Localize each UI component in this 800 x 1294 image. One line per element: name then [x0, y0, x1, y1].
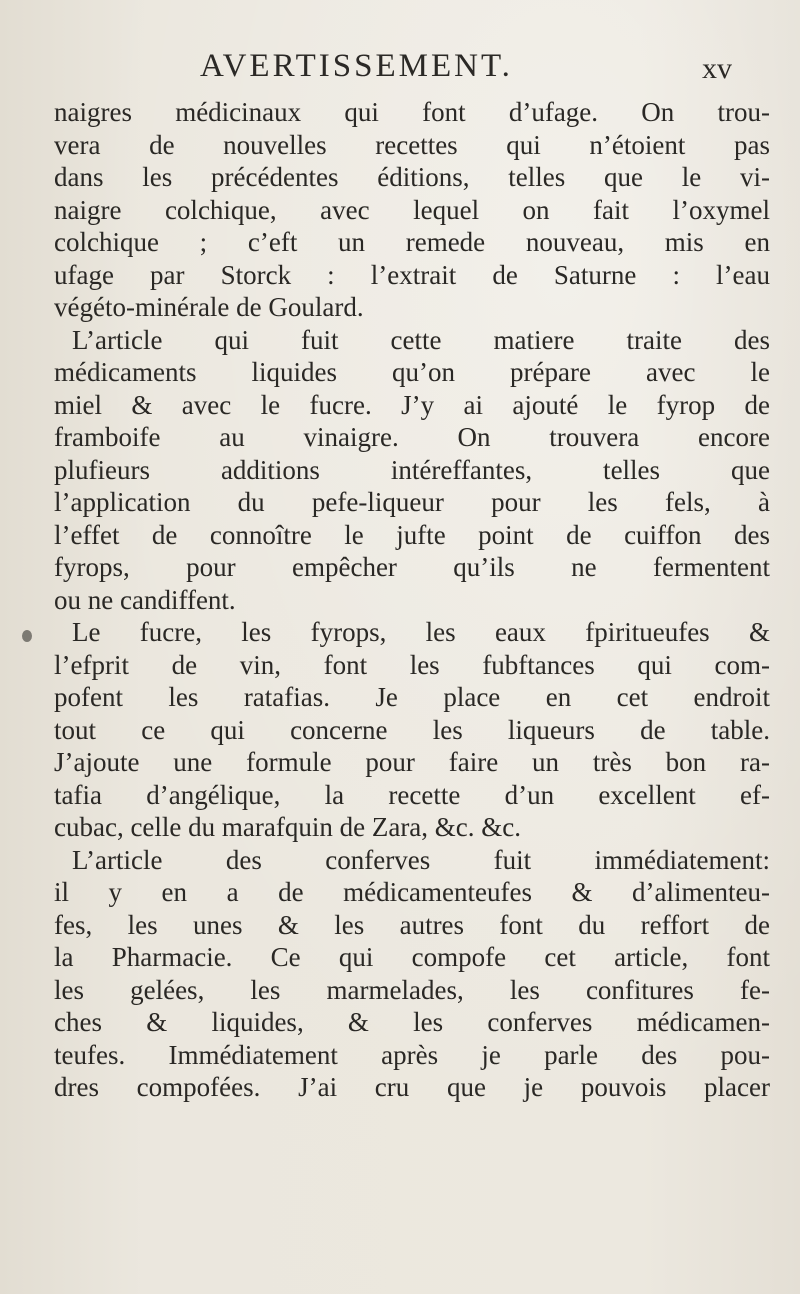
text-line: colchique ; c’eft un remede nouveau, mis en — [54, 227, 770, 257]
text-line: ou ne candiffent. — [54, 584, 236, 615]
text-line: naigre colchique, avec lequel on fait l’oxymel — [54, 194, 770, 225]
text-line: L’article des conferves fuit immédiatement: — [72, 844, 770, 875]
text-line: teufes. Immédiatement après je parle des pou- — [54, 1039, 770, 1070]
text-line: l’efprit de vin, font les fubftances qui com- — [54, 649, 770, 680]
text-line: végéto-minérale de Goulard. — [54, 292, 364, 322]
text-line: médicaments liquides qu’on prépare avec le — [54, 357, 770, 387]
text-line: dans les précédentes éditions, telles que le vi- — [54, 162, 770, 192]
text-line: fes, les unes & les autres font du reffort de — [54, 909, 770, 940]
text-line: dres compofées. J’ai cru que je pouvois placer — [54, 1072, 770, 1102]
text-line: J’ajoute une formule pour faire un très bon ra- — [54, 747, 770, 777]
text-line: plufieurs additions intéreffantes, telles que — [54, 454, 770, 485]
text-line: naigres médicinaux qui font d’ufage. On trou- — [54, 97, 770, 127]
text-line: vera de nouvelles recettes qui n’étoient pas — [54, 129, 770, 160]
text-line: l’application du pefe-liqueur pour les fels, à — [54, 487, 770, 517]
page-header — [200, 48, 732, 88]
ink-spot — [22, 630, 32, 642]
text-line: tafia d’angélique, la recette d’un excellent ef- — [54, 779, 770, 810]
text-line: framboife au vinaigre. On trouvera encore — [54, 422, 770, 452]
text-line: ufage par Storck : l’extrait de Saturne : l’eau — [54, 259, 770, 290]
text-line: il y en a de médicamenteufes & d’alimenteu- — [54, 877, 770, 907]
body-text — [54, 96, 770, 1104]
text-line: tout ce qui concerne les liqueurs de table. — [54, 714, 770, 745]
page-number: xv — [702, 52, 732, 85]
text-line: Le fucre, les fyrops, les eaux fpiritueufes & — [72, 617, 770, 647]
text-line: fyrops, pour empêcher qu’ils ne fermentent — [54, 552, 770, 582]
text-line: les gelées, les marmelades, les confitures fe- — [54, 974, 770, 1005]
text-line: miel & avec le fucre. J’y ai ajouté le fyrop de — [54, 389, 770, 420]
text-line: L’article qui fuit cette matiere traite des — [72, 324, 770, 355]
text-line: la Pharmacie. Ce qui compofe cet article, font — [54, 942, 770, 972]
text-line: pofent les ratafias. Je place en cet endroit — [54, 682, 770, 712]
text-line: ches & liquides, & les conferves médicamen- — [54, 1007, 770, 1037]
running-title: AVERTISSEMENT. — [200, 48, 513, 84]
text-line: l’effet de connoître le jufte point de cuiffon des — [54, 519, 770, 550]
text-line: cubac, celle du marafquin de Zara, &c. &c. — [54, 812, 522, 842]
